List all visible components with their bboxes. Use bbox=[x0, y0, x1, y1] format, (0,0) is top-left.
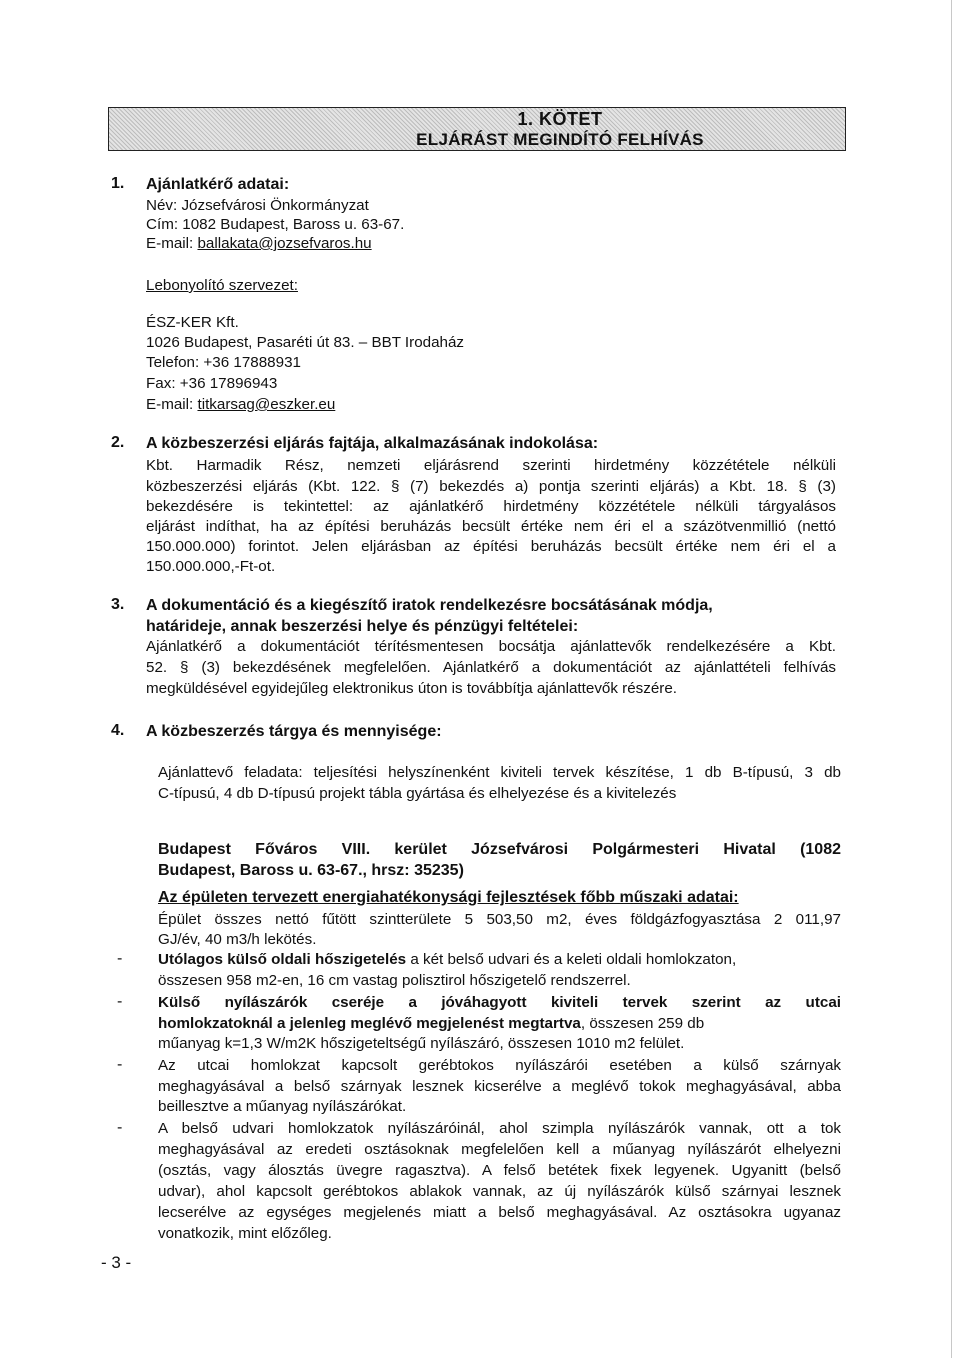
site-heading-line2: Budapest, Baross u. 63-67., hrsz: 35235) bbox=[158, 862, 464, 879]
bullet3-dash: - bbox=[117, 1056, 123, 1073]
contracting-address: Cím: 1082 Budapest, Baross u. 63-67. bbox=[146, 216, 405, 233]
bullet4-line5: lecserélve az egységes megjelenés miatt a belső meghagyásával. Az osztásokra ugyanaz bbox=[158, 1204, 841, 1221]
bullet2-line2 bbox=[158, 1014, 841, 1033]
bullet4-line1: A belső udvari homlokzatok nyílászáróinál, ahol szimpla nyílászárók vannak, ott a tok bbox=[158, 1120, 841, 1137]
bullet3-line1: Az utcai homlokzat kapcsolt gerébtokos nyílászárói esetében a külső szárnyak bbox=[158, 1057, 841, 1074]
technical-data-line1: Épület összes nettó fűtött szintterülete 5 503,50 m2, éves földgázfogyasztása 2 011,97 bbox=[158, 911, 841, 928]
bullet1-bold: Utólagos külső oldali hőszigetelés bbox=[158, 951, 407, 968]
volume-banner bbox=[108, 107, 846, 151]
section2-number: 2. bbox=[111, 434, 125, 451]
bullet3-line3: beillesztve a műanyag nyílászárókat. bbox=[158, 1098, 407, 1115]
bullet2-dash: - bbox=[117, 993, 123, 1010]
section4-title: A közbeszerzés tárgya és mennyisége: bbox=[146, 723, 442, 740]
bullet2-bold: homlokzatoknál a jelenleg meglévő megjelenést megtartva bbox=[158, 1015, 581, 1032]
contracting-email-link[interactable]: ballakata@jozsefvaros.hu bbox=[197, 235, 372, 252]
section3-title-line1: A dokumentáció és a kiegészítő iratok rendelkezésre bocsátásának módja, bbox=[146, 597, 713, 614]
bullet4-dash: - bbox=[117, 1119, 123, 1136]
bullet1-rest: a két belső udvari és a keleti oldali homlokzaton, bbox=[406, 951, 737, 968]
section2-title: A közbeszerzési eljárás fajtája, alkalmazásának indokolása: bbox=[146, 435, 599, 452]
section2-line4: eljárást indíthat, ha az építési beruházás becsült értéke nem éri el a százötvenmillió (nettó bbox=[146, 518, 836, 535]
banner-line1: 1. KÖTET bbox=[517, 109, 603, 129]
section2-line3: bekezdésére is tekintettel: az ajánlatkérő hirdetmény közzététele nélküli tárgyalásos bbox=[146, 498, 836, 515]
organizer-email-link[interactable]: titkarsag@eszker.eu bbox=[197, 396, 336, 413]
organizer-email-label: E-mail: bbox=[146, 396, 198, 413]
organizer-fax: Fax: +36 17896943 bbox=[146, 375, 278, 392]
bullet4-line4: udvar), ahol kapcsolt gerébtokos ablakok vannak, az új nyílászárók külső szárnyai lesznek bbox=[158, 1183, 841, 1200]
page-number: - 3 - bbox=[101, 1253, 132, 1272]
organizer-address: 1026 Budapest, Pasaréti út 83. – BBT Irodaház bbox=[146, 334, 465, 351]
email-label: E-mail: bbox=[146, 235, 198, 252]
site-heading-line1: Budapest Főváros VIII. kerület Józsefvárosi Polgármesteri Hivatal (1082 bbox=[158, 841, 841, 858]
section4-task-line1: Ajánlattevő feladata: teljesítési helyszínenként kiviteli tervek készítése, 1 db B-típusú, 3 db bbox=[158, 764, 841, 781]
bullet1-line2: összesen 958 m2-en, 16 cm vastag polisztirol hőszigetelő rendszerrel. bbox=[158, 972, 631, 989]
section3-line2: 52. § (3) bekezdésének megfelelően. Ajánlatkérő a dokumentációt az ajánlattételi felhívás bbox=[146, 659, 836, 676]
technical-data-line2: GJ/év, 40 m3/h lekötés. bbox=[158, 931, 317, 948]
banner-line2: ELJÁRÁST MEGINDÍTÓ FELHÍVÁS bbox=[416, 130, 704, 149]
bullet4-line2: meghagyásával az eredeti osztásoknak megfelelően kell a műanyag nyílászárót elhelyezni bbox=[158, 1141, 841, 1158]
section2-line1: Kbt. Harmadik Rész, nemzeti eljárásrend szerinti hirdetmény közzététele nélküli bbox=[146, 457, 836, 474]
bullet4-line6: vonatkozik, mint előzőleg. bbox=[158, 1225, 332, 1242]
organizer-name: ÉSZ-KER Kft. bbox=[146, 314, 239, 331]
section3-title-line2: határideje, annak beszerzési helye és pénzügyi feltételei: bbox=[146, 618, 579, 635]
section3-line3: megküldésével egyidejűleg elektronikus úton is továbbítja ajánlattevők részére. bbox=[146, 680, 678, 697]
section4-number: 4. bbox=[111, 722, 125, 739]
organizer-label: Lebonyolító szervezet: bbox=[146, 277, 298, 294]
bullet4-line3: (osztás, vagy álosztás üvegre ragasztva). A felső betétek fixek legyenek. Ugyanitt (belső bbox=[158, 1162, 841, 1179]
bullet1-line1 bbox=[158, 950, 736, 969]
scan-edge-line bbox=[951, 0, 952, 1358]
bullet3-line2: meghagyásával a belső szárnyak lesznek kicserélve a meglévő tokok meghagyásával, abba bbox=[158, 1078, 841, 1095]
contracting-email-line bbox=[146, 234, 372, 253]
organizer-email-line bbox=[146, 395, 335, 414]
organizer-phone: Telefon: +36 17888931 bbox=[146, 354, 301, 371]
section2-line2: közbeszerzési eljárás (Kbt. 122. § (7) bekezdés a) pontja szerinti eljárás) a Kbt. 18. § (3) bbox=[146, 478, 836, 495]
section2-line5: 150.000.000) forintot. Jelen eljárásban az építési beruházás becsült értéke nem éri el a bbox=[146, 538, 836, 555]
technical-data-title: Az épületen tervezett energiahatékonysági fejlesztések főbb műszaki adatai: bbox=[158, 889, 739, 906]
bullet2-rest: , összesen 259 db bbox=[580, 1015, 705, 1032]
section2-line6: 150.000.000,-Ft-ot. bbox=[146, 558, 276, 575]
bullet2-line1: Külső nyílászárók cseréje a jóváhagyott kiviteli tervek szerint az utcai bbox=[158, 994, 841, 1011]
section1-number: 1. bbox=[111, 175, 125, 192]
contracting-name: Név: Józsefvárosi Önkormányzat bbox=[146, 197, 369, 214]
section3-number: 3. bbox=[111, 596, 125, 613]
bullet1-dash: - bbox=[117, 950, 123, 967]
section4-task-line2: C-típusú, 4 db D-típusú projekt tábla gyártása és elhelyezése és a kivitelezés bbox=[158, 785, 677, 802]
bullet2-line3: műanyag k=1,3 W/m2K hőszigeteltségű nyílászáró, összesen 1010 m2 felület. bbox=[158, 1035, 685, 1052]
section1-title: Ajánlatkérő adatai: bbox=[146, 176, 290, 193]
section3-line1: Ajánlatkérő a dokumentációt térítésmentesen bocsátja ajánlattevők rendelkezésére a Kbt. bbox=[146, 638, 836, 655]
